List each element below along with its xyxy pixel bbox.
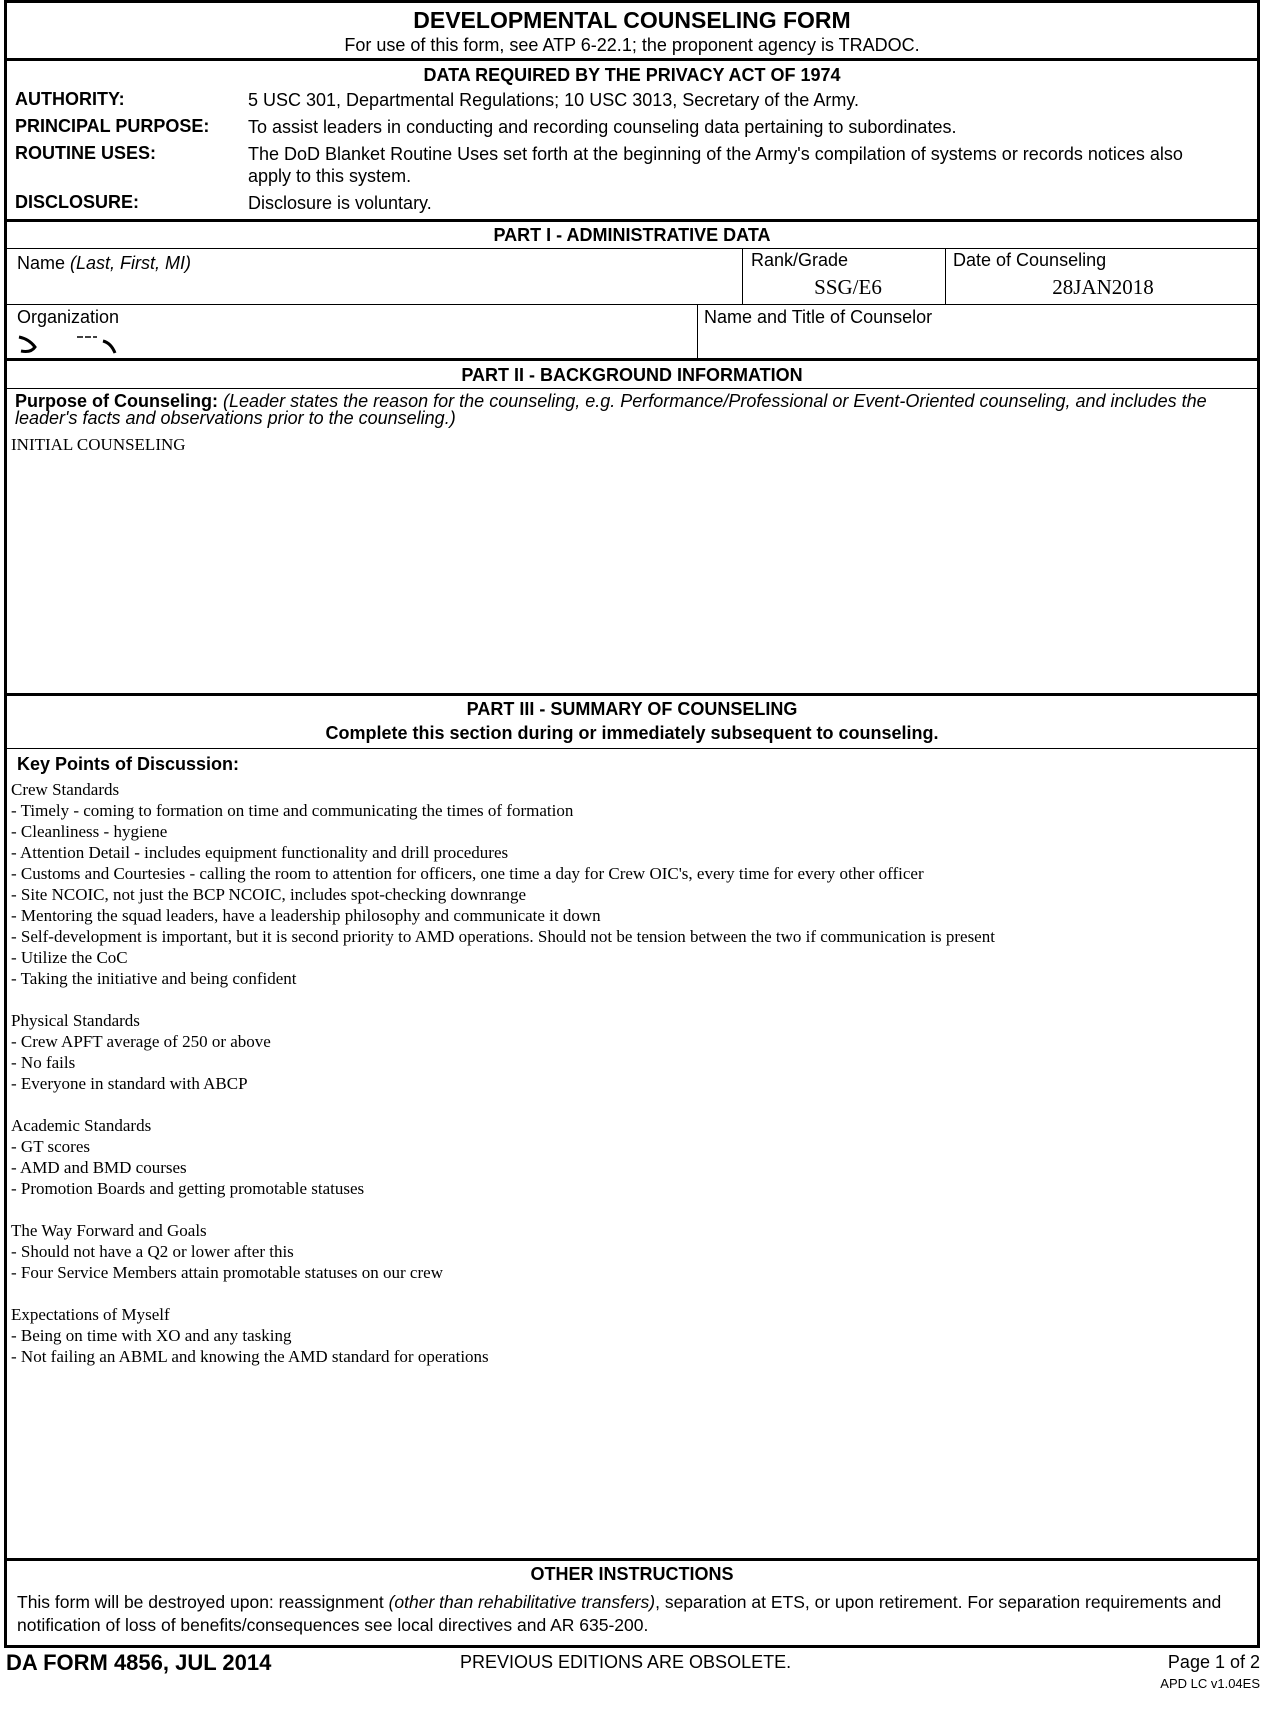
key-point-line: [11, 1199, 1251, 1220]
key-point-line: - Utilize the CoC: [11, 948, 128, 967]
rank-value[interactable]: SSG/E6: [814, 275, 882, 299]
organization-label: Organization: [17, 307, 120, 327]
principal-purpose-label: PRINCIPAL PURPOSE:: [15, 116, 210, 136]
form-id: DA FORM 4856, JUL 2014: [6, 1650, 272, 1675]
obsolete-notice: PREVIOUS EDITIONS ARE OBSOLETE.: [460, 1652, 792, 1672]
key-point-line: - Promotion Boards and getting promotable statuses: [11, 1179, 365, 1198]
divider: [7, 304, 1257, 305]
divider: [945, 248, 946, 305]
key-point-line: - Attention Detail - includes equipment functionality and drill procedures: [11, 843, 509, 862]
key-point-line: [11, 989, 1251, 1010]
part3-subheading: Complete this section during or immediately subsequent to counseling.: [325, 723, 939, 743]
key-point-line: - Being on time with XO and any tasking: [11, 1326, 292, 1345]
key-point-line: The Way Forward and Goals: [11, 1221, 207, 1240]
key-point-line: - Self-development is important, but it is second priority to AMD operations. Should not be tension between the two if communication is present: [11, 927, 995, 946]
key-point-line: - Should not have a Q2 or lower after this: [11, 1242, 294, 1261]
part2-heading: PART II - BACKGROUND INFORMATION: [461, 365, 803, 385]
key-point-line: [11, 1094, 1251, 1115]
other-instructions-text: This form will be destroyed upon: reassignment (other than rehabilitative transfers), separation at ETS, or upon retirement. For separation requirements and notification of loss of benefits/consequences see local directives and AR 635-200.: [17, 1592, 1222, 1635]
purpose-of-counseling-label: Purpose of Counseling: (Leader states the reason for the counseling, e.g. Performance/Professional or Event-Oriented counseling, and includes the leader's facts and observations prior to the counseling.): [15, 391, 1207, 428]
version-label: APD LC v1.04ES: [1160, 1676, 1260, 1691]
key-point-line: Expectations of Myself: [11, 1305, 170, 1324]
purpose-of-counseling-value[interactable]: INITIAL COUNSELING: [11, 435, 186, 454]
key-point-line: - Crew APFT average of 250 or above: [11, 1032, 271, 1051]
routine-uses-label: ROUTINE USES:: [15, 143, 157, 163]
routine-uses-value: The DoD Blanket Routine Uses set forth at the beginning of the Army's compilation of systems or records notices also apply to this system.: [248, 144, 1183, 186]
page-number: Page 1 of 2: [1167, 1652, 1260, 1672]
divider: [7, 248, 1257, 249]
authority-row: [15, 89, 1227, 111]
divider: [697, 304, 698, 358]
key-points-list[interactable]: [11, 779, 1251, 1367]
key-point-line: [11, 1283, 1251, 1304]
key-point-line: Academic Standards: [11, 1116, 152, 1135]
form-title: DEVELOPMENTAL COUNSELING FORM: [413, 7, 851, 33]
key-point-line: - Cleanliness - hygiene: [11, 822, 168, 841]
part3-heading: PART III - SUMMARY OF COUNSELING: [466, 699, 798, 719]
key-point-line: - No fails: [11, 1053, 76, 1072]
authority-label: AUTHORITY:: [15, 89, 125, 109]
other-instructions-heading: OTHER INSTRUCTIONS: [530, 1564, 734, 1584]
authority-value: 5 USC 301, Departmental Regulations; 10 USC 3013, Secretary of the Army.: [248, 90, 859, 110]
divider: [7, 693, 1257, 696]
key-point-line: - Timely - coming to formation on time and communicating the times of formation: [11, 801, 574, 820]
counseling-form: [4, 0, 1260, 1648]
divider: [7, 388, 1257, 389]
routine-uses-row: [15, 143, 1227, 187]
key-point-line: - Site NCOIC, not just the BCP NCOIC, includes spot-checking downrange: [11, 885, 526, 904]
rank-label: Rank/Grade: [751, 250, 849, 270]
divider: [7, 58, 1257, 61]
disclosure-value: Disclosure is voluntary.: [248, 193, 432, 213]
redacted-organization-mark: [15, 333, 125, 355]
key-point-line: - Not failing an ABML and knowing the AMD standard for operations: [11, 1347, 489, 1366]
key-point-line: - Customs and Courtesies - calling the room to attention for officers, one time a day for Crew OIC's, every time for every other officer: [11, 864, 924, 883]
key-point-line: - Everyone in standard with ABCP: [11, 1074, 248, 1093]
principal-purpose-row: [15, 116, 1227, 138]
disclosure-row: [15, 192, 1227, 214]
key-point-line: - Four Service Members attain promotable statuses on our crew: [11, 1263, 443, 1282]
key-point-line: - Mentoring the squad leaders, have a leadership philosophy and communicate it down: [11, 906, 601, 925]
divider: [7, 1558, 1257, 1561]
divider: [7, 358, 1257, 361]
date-value[interactable]: 28JAN2018: [1052, 275, 1154, 299]
divider: [742, 248, 743, 305]
key-points-label: Key Points of Discussion:: [17, 754, 240, 774]
privacy-act-heading: DATA REQUIRED BY THE PRIVACY ACT OF 1974: [423, 65, 841, 85]
date-label: Date of Counseling: [953, 250, 1107, 270]
divider: [7, 219, 1257, 222]
principal-purpose-value: To assist leaders in conducting and recording counseling data pertaining to subordinates.: [248, 117, 957, 137]
counselor-label: Name and Title of Counselor: [704, 307, 933, 327]
form-subtitle: For use of this form, see ATP 6-22.1; the proponent agency is TRADOC.: [344, 35, 920, 55]
key-point-line: Physical Standards: [11, 1011, 140, 1030]
key-point-line: Crew Standards: [11, 780, 120, 799]
key-point-line: - Taking the initiative and being confident: [11, 969, 297, 988]
disclosure-label: DISCLOSURE:: [15, 192, 140, 212]
name-label: Name (Last, First, MI): [17, 253, 192, 273]
key-point-line: - AMD and BMD courses: [11, 1158, 187, 1177]
key-point-line: - GT scores: [11, 1137, 90, 1156]
part1-heading: PART I - ADMINISTRATIVE DATA: [493, 225, 771, 245]
divider: [7, 748, 1257, 749]
